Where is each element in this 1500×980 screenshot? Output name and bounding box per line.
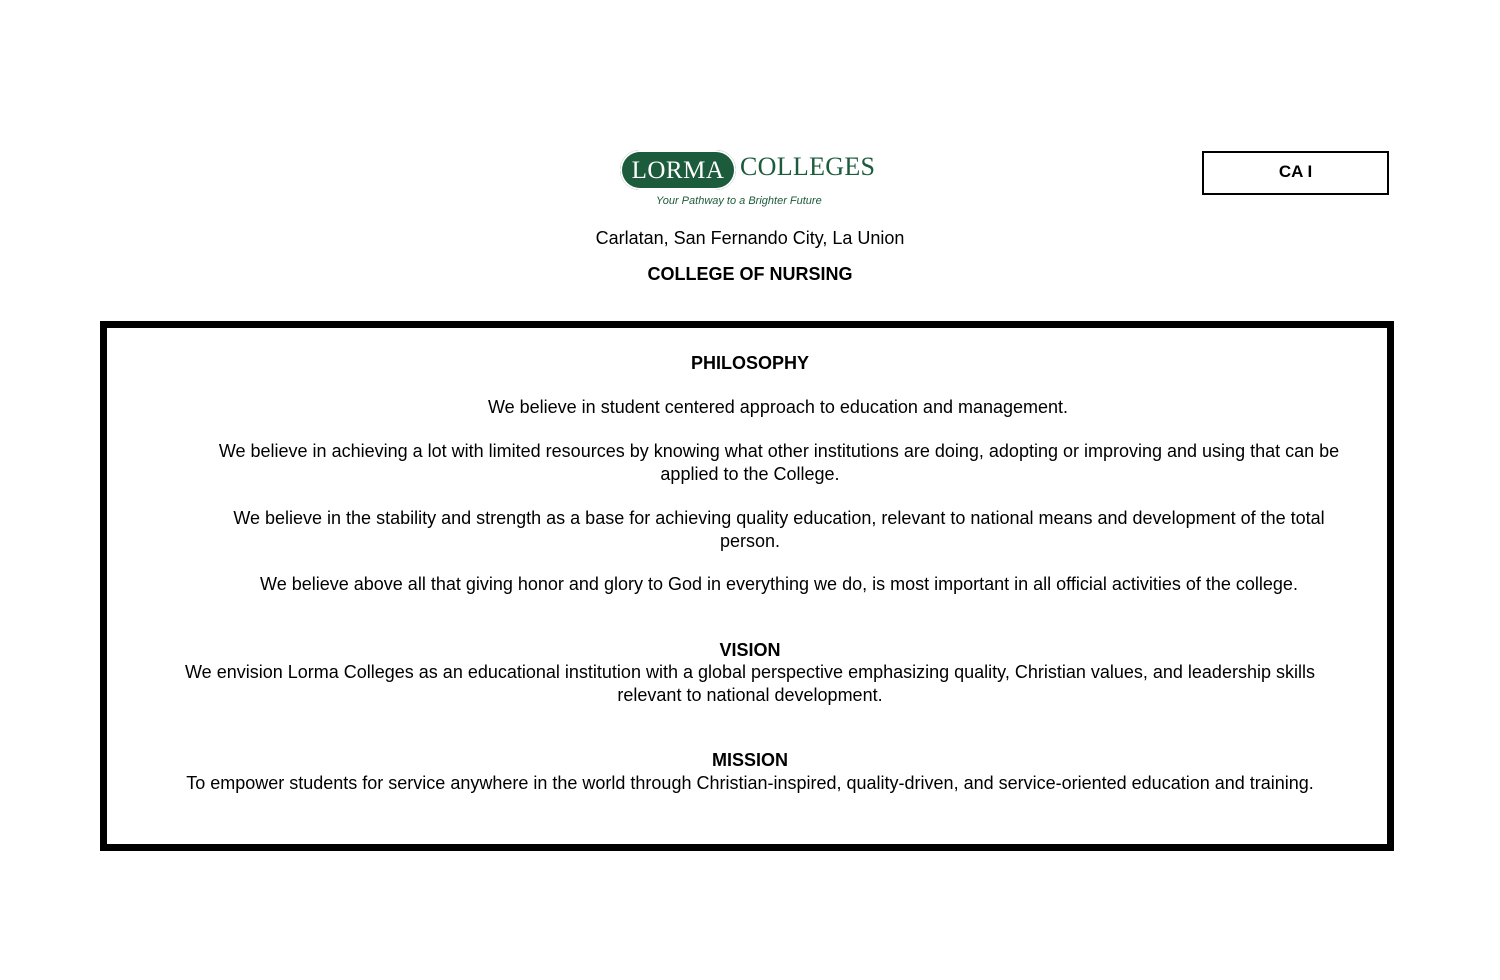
philosophy-item-2-line-2: applied to the College. <box>660 464 840 484</box>
logo-badge <box>620 150 736 190</box>
mission-line-1: To empower students for service anywhere in the world through Christian-inspired, quality-driven, and service-oriented education and training. <box>186 773 1314 793</box>
vision-line-2: relevant to national development. <box>617 685 883 705</box>
philosophy-heading: PHILOSOPHY <box>690 353 810 373</box>
form-code-box: CA I <box>1202 151 1389 195</box>
vision-line-1: We envision Lorma Colleges as an educational institution with a global perspective emphasizing quality, Christian values, and leadership skills <box>185 662 1315 682</box>
vision-heading: VISION <box>719 640 781 660</box>
philosophy-item-3-line-1: We believe in the stability and strength as a base for achieving quality education, relevant to national means and development of the total <box>233 508 1325 528</box>
philosophy-item-4: We believe above all that giving honor and glory to God in everything we do, is most important in all official activities of the college. <box>260 574 1298 594</box>
logo-wordmark: COLLEGES <box>740 152 876 181</box>
logo-tagline: Your Pathway to a Brighter Future <box>656 195 822 207</box>
college-address: Carlatan, San Fernando City, La Union <box>595 228 905 248</box>
philosophy-item-2-line-1: We believe in achieving a lot with limited resources by knowing what other institutions are doing, adopting or improving and using that can be <box>218 441 1340 461</box>
logo-badge-text: LORMA <box>631 156 725 184</box>
college-name: COLLEGE OF NURSING <box>647 264 853 284</box>
philosophy-item-3-line-2: person. <box>719 531 781 551</box>
lorma-colleges-logo <box>620 148 882 212</box>
philosophy-item-1: We believe in student centered approach to education and management. <box>487 397 1069 417</box>
mission-heading: MISSION <box>711 750 788 770</box>
